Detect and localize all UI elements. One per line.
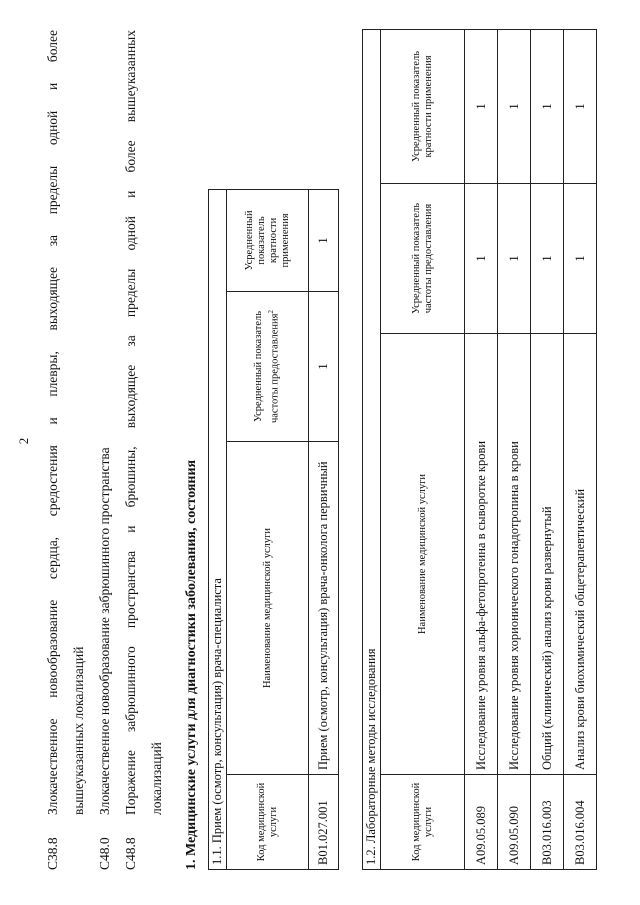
column-header-code: Код медицинской услуги	[227, 775, 309, 870]
column-header-name: Наименование медицинской услуги	[381, 334, 465, 775]
page-number: 2	[16, 437, 31, 445]
code-entry	[92, 30, 118, 870]
icd-description: Злокачественное новообразование забрюшинного пространства	[97, 447, 112, 815]
service-code: B03.016.004	[564, 775, 597, 870]
footnote-marker: 2	[267, 310, 276, 314]
service-name: Прием (осмотр, консультация) врача-онколога первичный	[309, 442, 339, 775]
column-header-name: Наименование медицинской услуги	[227, 442, 309, 775]
multiplicity-value: 1	[309, 189, 339, 291]
code-entry	[118, 30, 144, 870]
service-name: Исследование уровня хорионического гонадотропина в крови	[498, 334, 531, 775]
column-header-code: Код медицинской услуги	[381, 775, 465, 870]
multiplicity-value: 1	[564, 29, 597, 183]
column-header-multiplicity: Усредненный показатель кратности применения	[381, 29, 465, 183]
frequency-value: 1	[465, 184, 498, 334]
frequency-value: 1	[564, 184, 597, 334]
table-caption: 1.2. Лабораторные методы исследования	[363, 29, 381, 869]
code-entry	[40, 30, 66, 870]
service-code: B01.027.001	[309, 775, 339, 870]
service-code: B03.016.003	[531, 775, 564, 870]
icd-description-continuation: вышеуказанных локализаций	[71, 646, 86, 815]
frequency-value: 1	[309, 292, 339, 442]
service-name: Исследование уровня альфа-фетопротеина в сыворотке крови	[465, 334, 498, 775]
table-row	[498, 29, 531, 869]
laboratory-methods-table	[362, 29, 597, 870]
icd-code: C48.8	[123, 837, 138, 870]
icd-description-continuation: локализаций	[149, 742, 164, 815]
multiplicity-value: 1	[531, 29, 564, 183]
icd-code: C48.0	[97, 837, 112, 870]
multiplicity-value: 1	[498, 29, 531, 183]
rotated-content	[40, 30, 640, 870]
column-header-frequency: Усредненный показатель частоты предоставления	[381, 184, 465, 334]
specialist-consultation-table	[208, 189, 339, 870]
frequency-value: 1	[498, 184, 531, 334]
table-row	[309, 189, 339, 869]
table-row	[564, 29, 597, 869]
frequency-header-text: Усредненный показатель частоты предоставления	[253, 310, 281, 424]
table-caption: 1.1. Прием (осмотр, консультация) врача-специалиста	[209, 189, 227, 869]
table-row	[531, 29, 564, 869]
icd-description: Поражение забрюшинного пространства и брюшины, выходящее за пределы одной и более вышеуказанных	[123, 30, 138, 815]
service-code: A09.05.089	[465, 775, 498, 870]
section-title: 1. Медицинские услуги для диагностики заболевания, состояния	[184, 459, 199, 870]
frequency-value: 1	[531, 184, 564, 334]
icd-description: Злокачественное новообразование сердца, средостения и плевры, выходящее за пределы одной и более	[45, 30, 60, 815]
service-name: Анализ крови биохимический общетерапевтический	[564, 334, 597, 775]
icd-code: C38.8	[45, 837, 60, 870]
column-header-frequency	[227, 292, 309, 442]
service-name: Общий (клинический) анализ крови развернутый	[531, 334, 564, 775]
service-code: A09.05.090	[498, 775, 531, 870]
column-header-multiplicity: Усредненный показатель кратности применения	[227, 189, 309, 291]
diagnosis-code-list	[40, 30, 170, 870]
table-row	[465, 29, 498, 869]
multiplicity-value: 1	[465, 29, 498, 183]
